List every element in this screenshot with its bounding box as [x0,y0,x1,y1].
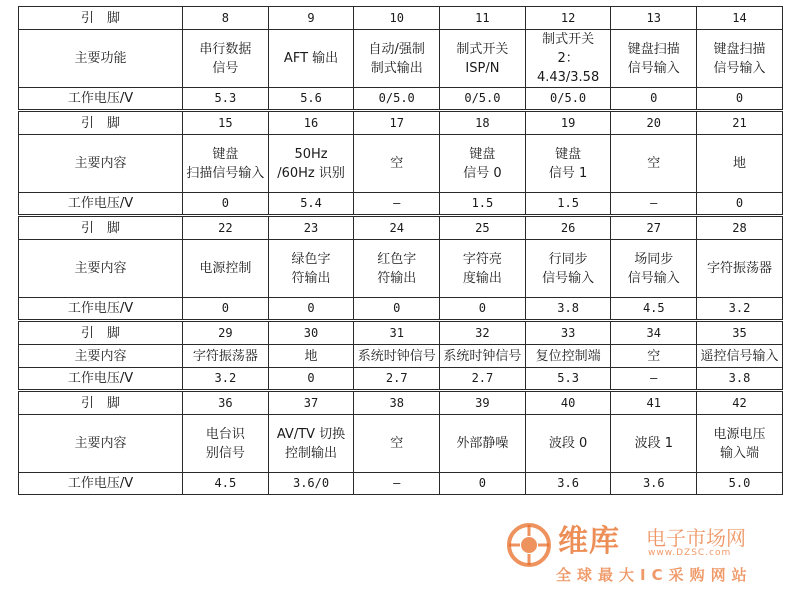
pin-cell: 29 [183,321,269,345]
function-cell: 空 [354,415,440,473]
function-cell: 50Hz /60Hz 识别 [268,135,354,193]
voltage-cell: 2.7 [354,368,440,391]
function-row [19,30,783,88]
pin-cell: 24 [354,216,440,240]
pin-cell: 10 [354,7,440,30]
function-cell: 键盘 扫描信号输入 [183,135,269,193]
watermark-slogan: 全球最大IC采购网站 [556,566,753,584]
voltage-cell: 1.5 [525,193,611,216]
voltage-cell: 1.5 [440,193,526,216]
function-cell: 字符振荡器 [697,240,783,298]
pin-cell: 9 [268,7,354,30]
function-cell: AV/TV 切换 控制输出 [268,415,354,473]
function-cell: 电源控制 [183,240,269,298]
voltage-cell: 3.8 [525,298,611,321]
voltage-cell: 5.4 [268,193,354,216]
watermark-site: 电子市场网 [646,526,746,550]
pin-cell: 37 [268,391,354,415]
function-cell: 电源电压 输入端 [697,415,783,473]
pin-row [19,216,783,240]
pin-row [19,391,783,415]
function-row-label: 主要功能 [19,30,183,88]
pin-cell: 25 [440,216,526,240]
pin-cell: 12 [525,7,611,30]
pin-cell: 39 [440,391,526,415]
pin-cell: 31 [354,321,440,345]
function-row-label: 主要内容 [19,135,183,193]
voltage-cell: 0 [440,473,526,495]
voltage-cell: — [611,368,697,391]
voltage-cell: 0 [697,193,783,216]
voltage-cell: 0/5.0 [354,88,440,111]
function-cell: 空 [354,135,440,193]
dzsc-logo-icon [506,522,552,568]
pin-cell: 22 [183,216,269,240]
voltage-cell: 5.3 [183,88,269,111]
function-cell: AFT 输出 [268,30,354,88]
voltage-row [19,368,783,391]
function-cell: 键盘扫描 信号输入 [697,30,783,88]
function-cell: 地 [697,135,783,193]
function-cell: 系统时钟信号 [354,345,440,368]
pin-cell: 13 [611,7,697,30]
function-cell: 制式开关 2：4.43/3.58 [525,30,611,88]
voltage-cell: 0 [697,88,783,111]
function-row [19,240,783,298]
table-body [19,7,783,495]
function-cell: 键盘扫描 信号输入 [611,30,697,88]
pin-row-label: 引 脚 [19,7,183,30]
function-row [19,345,783,368]
pin-cell: 33 [525,321,611,345]
voltage-cell: 3.6/0 [268,473,354,495]
voltage-cell: 0 [183,298,269,321]
function-cell: 系统时钟信号 [440,345,526,368]
pin-cell: 17 [354,111,440,135]
pin-voltage-table [18,6,783,495]
function-row [19,415,783,473]
function-cell: 波段 1 [611,415,697,473]
watermark-url: www.DZSC.com [648,548,732,558]
pin-cell: 16 [268,111,354,135]
voltage-row-label: 工作电压/V [19,88,183,111]
voltage-row [19,298,783,321]
voltage-cell: 3.8 [697,368,783,391]
function-cell: 空 [611,135,697,193]
function-cell: 空 [611,345,697,368]
function-row-label: 主要内容 [19,345,183,368]
function-cell: 自动/强制 制式输出 [354,30,440,88]
pin-cell: 18 [440,111,526,135]
voltage-cell: 3.2 [183,368,269,391]
pin-row [19,321,783,345]
pin-cell: 8 [183,7,269,30]
pin-row-label: 引 脚 [19,111,183,135]
function-cell: 字符亮 度输出 [440,240,526,298]
pin-cell: 11 [440,7,526,30]
pin-cell: 38 [354,391,440,415]
function-cell: 外部静噪 [440,415,526,473]
voltage-cell: 0 [268,298,354,321]
function-cell: 地 [268,345,354,368]
voltage-cell: 0 [611,88,697,111]
watermark-brand: 维库 [558,524,620,559]
function-cell: 制式开关 ISP/N [440,30,526,88]
voltage-row-label: 工作电压/V [19,193,183,216]
voltage-cell: 4.5 [183,473,269,495]
pin-row-label: 引 脚 [19,391,183,415]
pin-cell: 35 [697,321,783,345]
voltage-row [19,473,783,495]
pin-cell: 20 [611,111,697,135]
pin-row [19,111,783,135]
voltage-cell: 0 [440,298,526,321]
function-cell: 场同步 信号输入 [611,240,697,298]
pin-row [19,7,783,30]
voltage-cell: 3.6 [611,473,697,495]
pin-cell: 28 [697,216,783,240]
function-row-label: 主要内容 [19,240,183,298]
pin-cell: 21 [697,111,783,135]
function-cell: 遥控信号输入 [697,345,783,368]
function-row [19,135,783,193]
voltage-row-label: 工作电压/V [19,473,183,495]
voltage-cell: 0 [268,368,354,391]
pin-cell: 34 [611,321,697,345]
pin-cell: 14 [697,7,783,30]
voltage-row [19,88,783,111]
voltage-cell: 0/5.0 [525,88,611,111]
voltage-cell: 3.2 [697,298,783,321]
pin-cell: 23 [268,216,354,240]
voltage-cell: — [354,473,440,495]
function-cell: 绿色字 符输出 [268,240,354,298]
voltage-cell: 5.6 [268,88,354,111]
pin-cell: 36 [183,391,269,415]
pin-cell: 32 [440,321,526,345]
function-cell: 字符振荡器 [183,345,269,368]
function-cell: 电台识 别信号 [183,415,269,473]
voltage-row-label: 工作电压/V [19,298,183,321]
voltage-row-label: 工作电压/V [19,368,183,391]
voltage-cell: — [611,193,697,216]
voltage-cell: — [354,193,440,216]
function-cell: 串行数据 信号 [183,30,269,88]
function-cell: 复位控制端 [525,345,611,368]
pin-cell: 30 [268,321,354,345]
voltage-row [19,193,783,216]
pin-cell: 19 [525,111,611,135]
voltage-cell: 3.6 [525,473,611,495]
voltage-cell: 0 [354,298,440,321]
pin-cell: 40 [525,391,611,415]
function-cell: 波段 0 [525,415,611,473]
pin-cell: 15 [183,111,269,135]
pin-row-label: 引 脚 [19,321,183,345]
voltage-cell: 5.3 [525,368,611,391]
voltage-cell: 5.0 [697,473,783,495]
voltage-cell: 0 [183,193,269,216]
function-cell: 键盘 信号 1 [525,135,611,193]
voltage-cell: 0/5.0 [440,88,526,111]
voltage-cell: 4.5 [611,298,697,321]
voltage-cell: 2.7 [440,368,526,391]
function-row-label: 主要内容 [19,415,183,473]
pin-cell: 27 [611,216,697,240]
pin-cell: 41 [611,391,697,415]
watermark [506,514,786,586]
pin-cell: 42 [697,391,783,415]
pin-cell: 26 [525,216,611,240]
function-cell: 行同步 信号输入 [525,240,611,298]
pin-voltage-table-sheet [18,6,782,495]
function-cell: 红色字 符输出 [354,240,440,298]
function-cell: 键盘 信号 0 [440,135,526,193]
pin-row-label: 引 脚 [19,216,183,240]
